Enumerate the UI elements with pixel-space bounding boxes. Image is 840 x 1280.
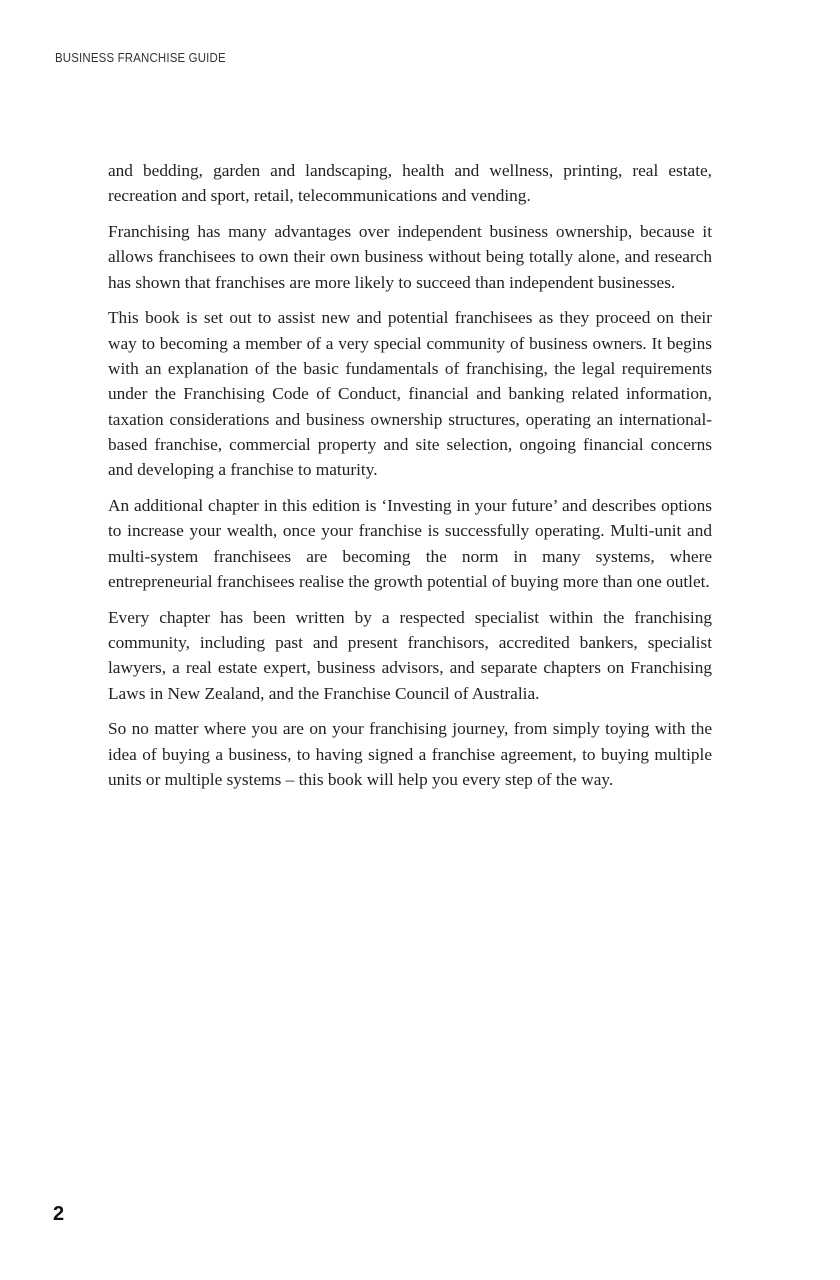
paragraph: An additional chapter in this edition is ‘Investing in your future’ and describes options to increase your wealth, once your franchise is successfully operating. Multi-unit and multi-system franchisees are becoming the norm in many systems, where entrepreneurial franchisees realise the growth potential of buying more than one outlet. [108,496,712,591]
paragraph: This book is set out to assist new and potential franchisees as they proceed on their way to becoming a member of a very special community of business owners. It begins with an explanation of the basic fundamentals of franchising, the legal requirements under the Franchising Code of Conduct, financial and banking related information, taxation considerations and business ownership structures, operating an international-based franchise, commercial property and site selection, ongoing financial concerns and developing a franchise to maturity. [108,308,712,480]
body-text [108,158,712,803]
paragraph: Every chapter has been written by a respected specialist within the franchising community, including past and present franchisors, accredited bankers, specialist lawyers, a real estate expert, business advisors, and separate chapters on Franchising Laws in New Zealand, and the Franchise Council of Australia. [108,607,712,703]
paragraph: So no matter where you are on your franchising journey, from simply toying with the idea of buying a business, to having signed a franchise agreement, to buying multiple units or multiple systems – this book will help you every step of the way. [108,719,712,790]
page-number: 2 [53,1203,65,1225]
paragraph: and bedding, garden and landscaping, health and wellness, printing, real estate, recreation and sport, retail, telecommunications and vending. [108,161,712,206]
paragraph: Franchising has many advantages over independent business ownership, because it allows franchisees to own their own business without being totally alone, and research has shown that franchises are more likely to succeed than independent businesses. [108,222,712,292]
running-header: BUSINESS FRANCHISE GUIDE [55,50,226,65]
